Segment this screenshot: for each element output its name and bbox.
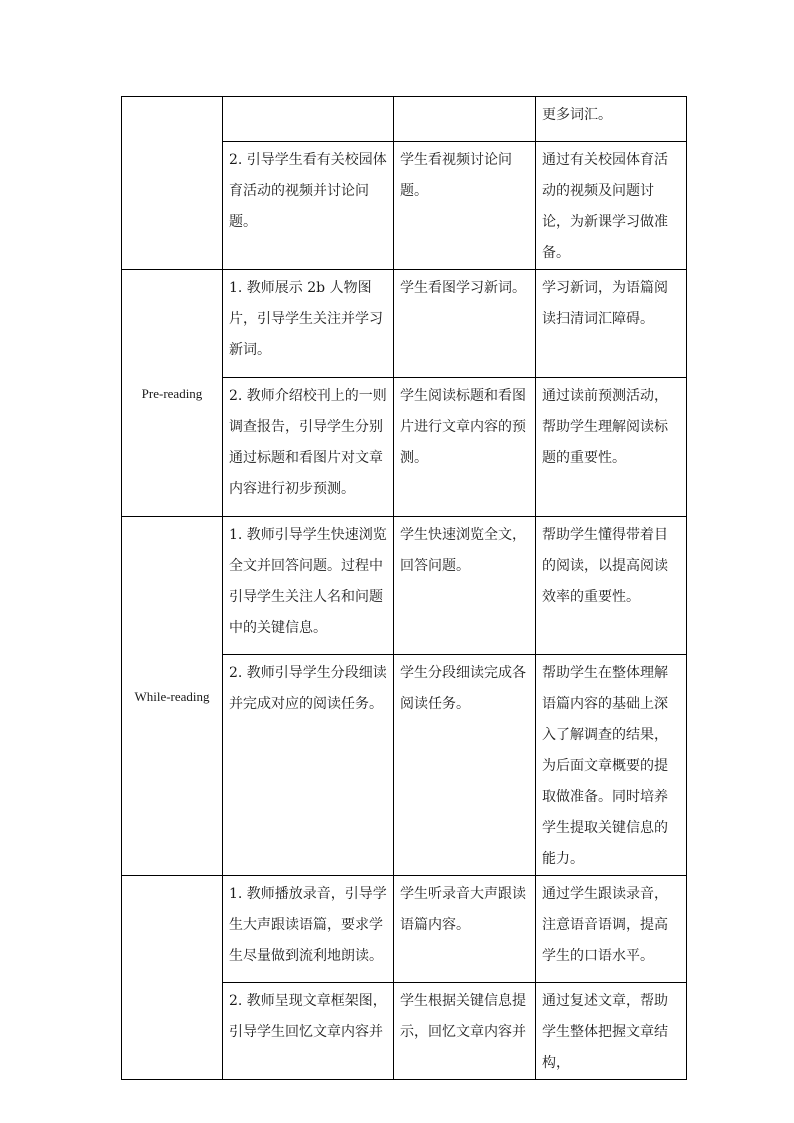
table-row xyxy=(122,876,687,983)
table-row xyxy=(122,97,687,142)
teacher-activity-cell: 2. 教师呈现文章框架图，引导学生回忆文章内容并 xyxy=(223,983,394,1080)
purpose-cell: 通过读前预测活动，帮助学生理解阅读标题的重要性。 xyxy=(536,378,687,517)
purpose-cell: 通过学生跟读录音，注意语音语调，提高学生的口语水平。 xyxy=(536,876,687,983)
stage-cell-next xyxy=(122,876,223,1080)
stage-label-pre-reading: Pre-reading xyxy=(122,270,223,517)
purpose-cell: 学习新词，为语篇阅读扫清词汇障碍。 xyxy=(536,270,687,378)
student-activity-cell: 学生听录音大声跟读语篇内容。 xyxy=(394,876,536,983)
teacher-activity-cell: 1. 教师播放录音，引导学生大声跟读语篇，要求学生尽量做到流利地朗读。 xyxy=(223,876,394,983)
purpose-cell: 帮助学生懂得带着目的阅读，以提高阅读效率的重要性。 xyxy=(536,517,687,655)
purpose-cell: 帮助学生在整体理解语篇内容的基础上深入了解调查的结果，为后面文章概要的提取做准备。同时培养学生提取关键信息的能力。 xyxy=(536,655,687,876)
student-activity-cell: 学生看视频讨论问题。 xyxy=(394,142,536,270)
purpose-cell: 通过复述文章，帮助学生整体把握文章结构， xyxy=(536,983,687,1080)
table-row xyxy=(122,517,687,655)
teacher-activity-cell: 1. 教师展示 2b 人物图片，引导学生关注并学习新词。 xyxy=(223,270,394,378)
teacher-activity-cell: 2. 教师介绍校刊上的一则调查报告，引导学生分别通过标题和看图片对文章内容进行初步预测。 xyxy=(223,378,394,517)
teacher-activity-cell: 2. 教师引导学生分段细读并完成对应的阅读任务。 xyxy=(223,655,394,876)
table-row xyxy=(122,270,687,378)
student-activity-cell: 学生阅读标题和看图片进行文章内容的预测。 xyxy=(394,378,536,517)
student-activity-cell: 学生看图学习新词。 xyxy=(394,270,536,378)
teacher-activity-cell: 2. 引导学生看有关校园体育活动的视频并讨论问题。 xyxy=(223,142,394,270)
student-activity-cell: 学生根据关键信息提示，回忆文章内容并 xyxy=(394,983,536,1080)
student-activity-cell: 学生分段细读完成各阅读任务。 xyxy=(394,655,536,876)
lesson-plan-table xyxy=(121,96,687,1080)
stage-label-while-reading: While-reading xyxy=(122,517,223,876)
purpose-cell: 通过有关校园体育活动的视频及问题讨论，为新课学习做准备。 xyxy=(536,142,687,270)
purpose-cell: 更多词汇。 xyxy=(536,97,687,142)
teacher-activity-cell xyxy=(223,97,394,142)
student-activity-cell: 学生快速浏览全文，回答问题。 xyxy=(394,517,536,655)
stage-cell-continued xyxy=(122,97,223,270)
student-activity-cell xyxy=(394,97,536,142)
teacher-activity-cell: 1. 教师引导学生快速浏览全文并回答问题。过程中引导学生关注人名和问题中的关键信息。 xyxy=(223,517,394,655)
